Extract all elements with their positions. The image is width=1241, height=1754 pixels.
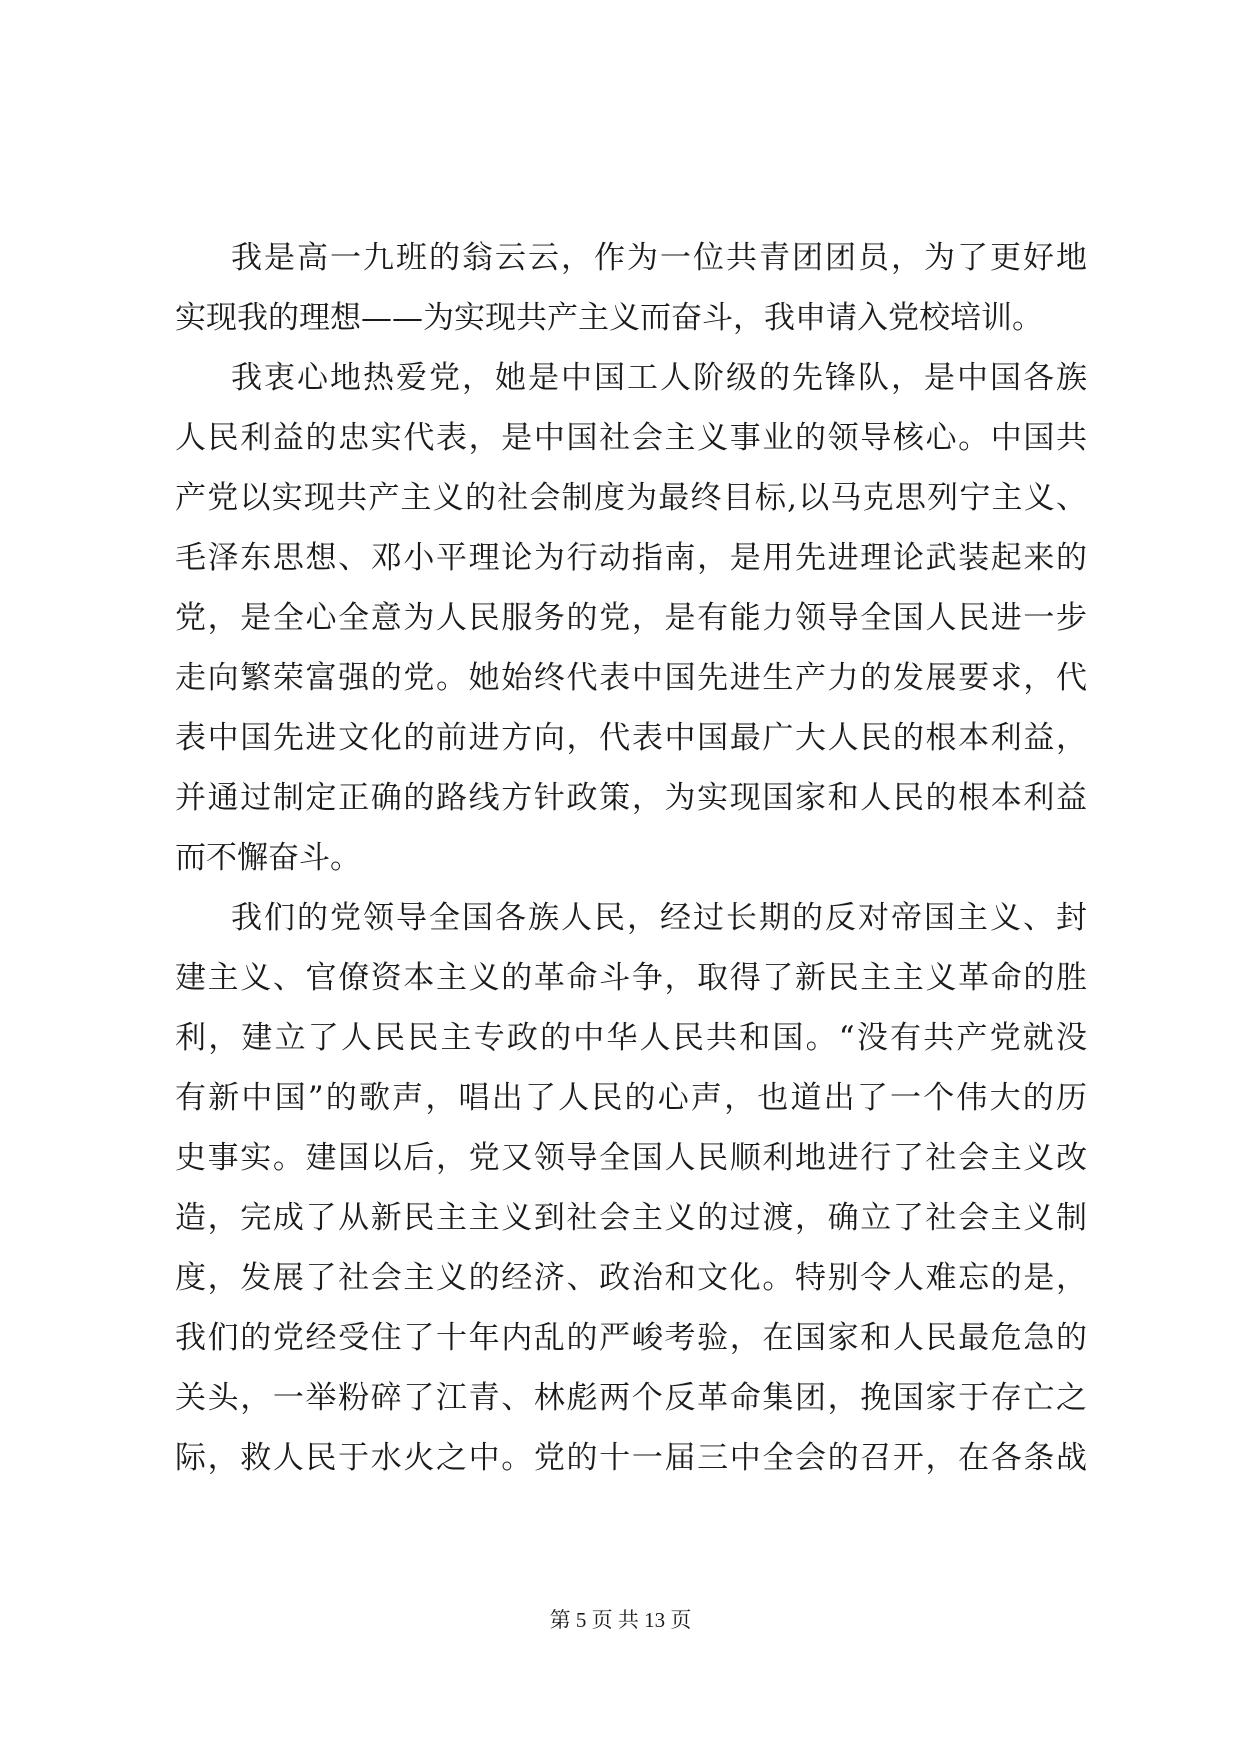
paragraph-line: 产党以实现共产主义的社会制度为最终目标,以马克思列宁主义、: [175, 480, 1087, 516]
paragraph-line: 并通过制定正确的路线方针政策，为实现国家和人民的根本利益: [175, 780, 1087, 816]
paragraph-line: 我们的党领导全国各族人民，经过长期的反对帝国主义、封: [231, 900, 1087, 936]
page-number-footer: 第 5 页 共 13 页: [549, 1608, 692, 1632]
paragraph-line: 走向繁荣富强的党。她始终代表中国先进生产力的发展要求，代: [175, 660, 1087, 696]
paragraph-line: 党，是全心全意为人民服务的党，是有能力领导全国人民进一步: [175, 600, 1087, 636]
paragraph-2: [175, 348, 1087, 888]
paragraph-line: 关头，一举粉碎了江青、林彪两个反革命集团，挽国家于存亡之: [175, 1380, 1087, 1416]
paragraph-line: 我衷心地热爱党，她是中国工人阶级的先锋队，是中国各族: [231, 360, 1087, 396]
paragraph-1: [175, 228, 1087, 348]
paragraph-line: 表中国先进文化的前进方向，代表中国最广大人民的根本利益，: [175, 720, 1087, 756]
paragraph-line: 我们的党经受住了十年内乱的严峻考验，在国家和人民最危急的: [175, 1320, 1087, 1356]
paragraph-line: 际，救人民于水火之中。党的十一届三中全会的召开，在各条战: [175, 1440, 1087, 1476]
paragraph-line: 实现我的理想——为实现共产主义而奋斗，我申请入党校培训。: [175, 300, 1043, 336]
paragraph-line: 有新中国”的歌声，唱出了人民的心声，也道出了一个伟大的历: [175, 1080, 1087, 1116]
paragraph-line: 毛泽东思想、邓小平理论为行动指南，是用先进理论武装起来的: [175, 540, 1087, 576]
paragraph-3: [175, 888, 1087, 1488]
document-body: [175, 228, 1087, 1488]
paragraph-line: 史事实。建国以后，党又领导全国人民顺利地进行了社会主义改: [175, 1140, 1087, 1176]
paragraph-line: 度，发展了社会主义的经济、政治和文化。特别令人难忘的是，: [175, 1260, 1087, 1296]
paragraph-line: 造，完成了从新民主主义到社会主义的过渡，确立了社会主义制: [175, 1200, 1087, 1236]
paragraph-line: 我是高一九班的翁云云，作为一位共青团团员，为了更好地: [231, 240, 1087, 276]
paragraph-line: 利，建立了人民民主专政的中华人民共和国。“没有共产党就没: [175, 1020, 1087, 1056]
paragraph-line: 而不懈奋斗。: [175, 840, 361, 876]
paragraph-line: 人民利益的忠实代表，是中国社会主义事业的领导核心。中国共: [175, 420, 1087, 456]
paragraph-line: 建主义、官僚资本主义的革命斗争，取得了新民主主义革命的胜: [175, 960, 1087, 996]
